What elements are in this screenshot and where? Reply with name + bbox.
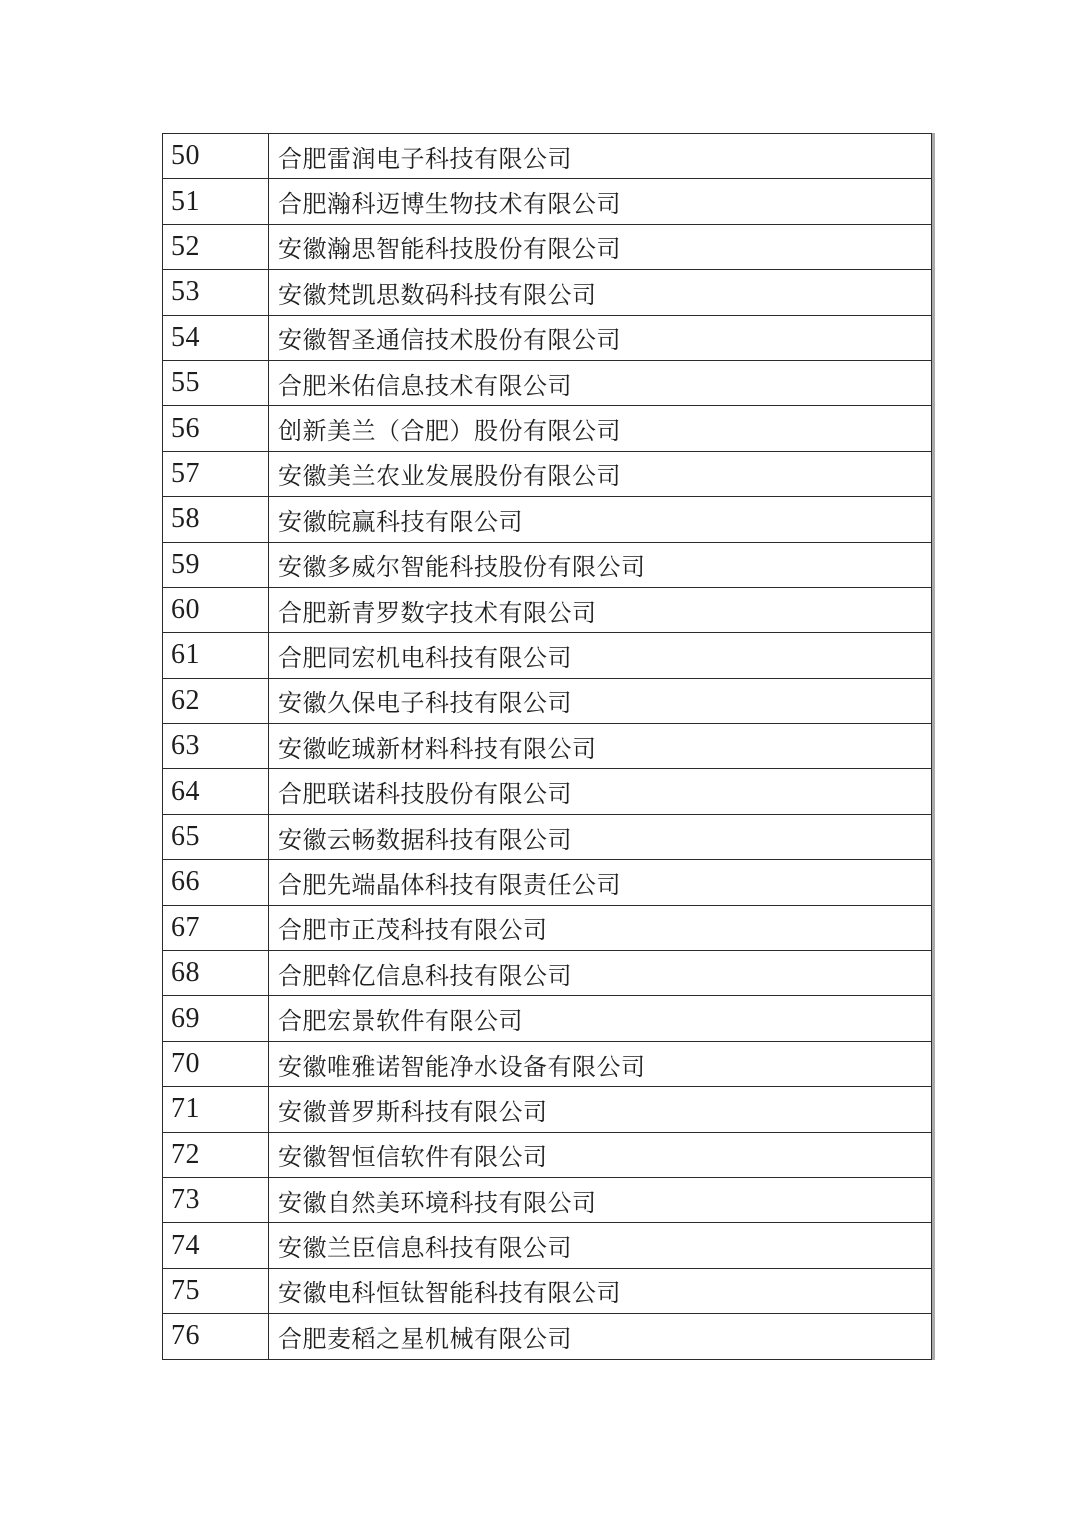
table-row: [163, 497, 932, 542]
company-name-cell: 安徽皖赢科技有限公司: [269, 497, 932, 542]
table-row: [163, 1087, 932, 1132]
row-number-cell: 71: [163, 1087, 269, 1132]
company-name-cell: 安徽电科恒钛智能科技有限公司: [269, 1268, 932, 1313]
company-name-cell: 安徽久保电子科技有限公司: [269, 678, 932, 723]
company-name-cell: 合肥联诺科技股份有限公司: [269, 769, 932, 814]
row-number-cell: 52: [163, 224, 269, 269]
table-row: [163, 905, 932, 950]
company-name-cell: 安徽梵凯思数码科技有限公司: [269, 270, 932, 315]
company-name-cell: 安徽云畅数据科技有限公司: [269, 814, 932, 859]
row-number-cell: 57: [163, 451, 269, 496]
table-row: [163, 134, 932, 179]
table-row: [163, 179, 932, 224]
company-name-cell: 创新美兰（合肥）股份有限公司: [269, 406, 932, 451]
table-row: [163, 451, 932, 496]
table-row: [163, 587, 932, 632]
table-row: [163, 769, 932, 814]
table-row: [163, 360, 932, 405]
row-number-cell: 54: [163, 315, 269, 360]
table-row: [163, 1314, 932, 1359]
row-number-cell: 75: [163, 1268, 269, 1313]
table-row: [163, 860, 932, 905]
row-number-cell: 69: [163, 996, 269, 1041]
company-name-cell: 合肥斡亿信息科技有限公司: [269, 951, 932, 996]
company-name-cell: 安徽瀚思智能科技股份有限公司: [269, 224, 932, 269]
row-number-cell: 67: [163, 905, 269, 950]
company-table: [162, 133, 932, 1360]
company-name-cell: 合肥市正茂科技有限公司: [269, 905, 932, 950]
row-number-cell: 68: [163, 951, 269, 996]
row-number-cell: 76: [163, 1314, 269, 1359]
company-name-cell: 安徽兰臣信息科技有限公司: [269, 1223, 932, 1268]
row-number-cell: 59: [163, 542, 269, 587]
row-number-cell: 70: [163, 1041, 269, 1086]
table-row: [163, 633, 932, 678]
table-row: [163, 724, 932, 769]
table-row: [163, 406, 932, 451]
table-row: [163, 678, 932, 723]
company-name-cell: 安徽普罗斯科技有限公司: [269, 1087, 932, 1132]
company-name-cell: 合肥麦稻之星机械有限公司: [269, 1314, 932, 1359]
row-number-cell: 58: [163, 497, 269, 542]
row-number-cell: 64: [163, 769, 269, 814]
row-number-cell: 60: [163, 587, 269, 632]
table-row: [163, 1177, 932, 1222]
table-row: [163, 814, 932, 859]
table-row: [163, 1268, 932, 1313]
company-name-cell: 安徽多威尔智能科技股份有限公司: [269, 542, 932, 587]
table-row: [163, 542, 932, 587]
table-row: [163, 270, 932, 315]
row-number-cell: 56: [163, 406, 269, 451]
row-number-cell: 61: [163, 633, 269, 678]
company-name-cell: 合肥瀚科迈博生物技术有限公司: [269, 179, 932, 224]
table-row: [163, 1041, 932, 1086]
row-number-cell: 66: [163, 860, 269, 905]
row-number-cell: 63: [163, 724, 269, 769]
company-name-cell: 合肥雷润电子科技有限公司: [269, 134, 932, 179]
company-name-cell: 安徽智恒信软件有限公司: [269, 1132, 932, 1177]
table-row: [163, 315, 932, 360]
company-name-cell: 合肥同宏机电科技有限公司: [269, 633, 932, 678]
row-number-cell: 72: [163, 1132, 269, 1177]
row-number-cell: 51: [163, 179, 269, 224]
company-name-cell: 合肥米佑信息技术有限公司: [269, 360, 932, 405]
company-name-cell: 安徽唯雅诺智能净水设备有限公司: [269, 1041, 932, 1086]
company-name-cell: 安徽自然美环境科技有限公司: [269, 1177, 932, 1222]
company-table-body: [163, 134, 932, 1360]
table-row: [163, 1223, 932, 1268]
company-name-cell: 安徽屹珹新材料科技有限公司: [269, 724, 932, 769]
company-name-cell: 安徽美兰农业发展股份有限公司: [269, 451, 932, 496]
row-number-cell: 74: [163, 1223, 269, 1268]
table-row: [163, 996, 932, 1041]
company-name-cell: 合肥新青罗数字技术有限公司: [269, 587, 932, 632]
row-number-cell: 73: [163, 1177, 269, 1222]
table-row: [163, 224, 932, 269]
row-number-cell: 62: [163, 678, 269, 723]
row-number-cell: 50: [163, 134, 269, 179]
row-number-cell: 53: [163, 270, 269, 315]
company-name-cell: 合肥先端晶体科技有限责任公司: [269, 860, 932, 905]
row-number-cell: 65: [163, 814, 269, 859]
company-name-cell: 合肥宏景软件有限公司: [269, 996, 932, 1041]
table-row: [163, 951, 932, 996]
row-number-cell: 55: [163, 360, 269, 405]
table-row: [163, 1132, 932, 1177]
company-name-cell: 安徽智圣通信技术股份有限公司: [269, 315, 932, 360]
